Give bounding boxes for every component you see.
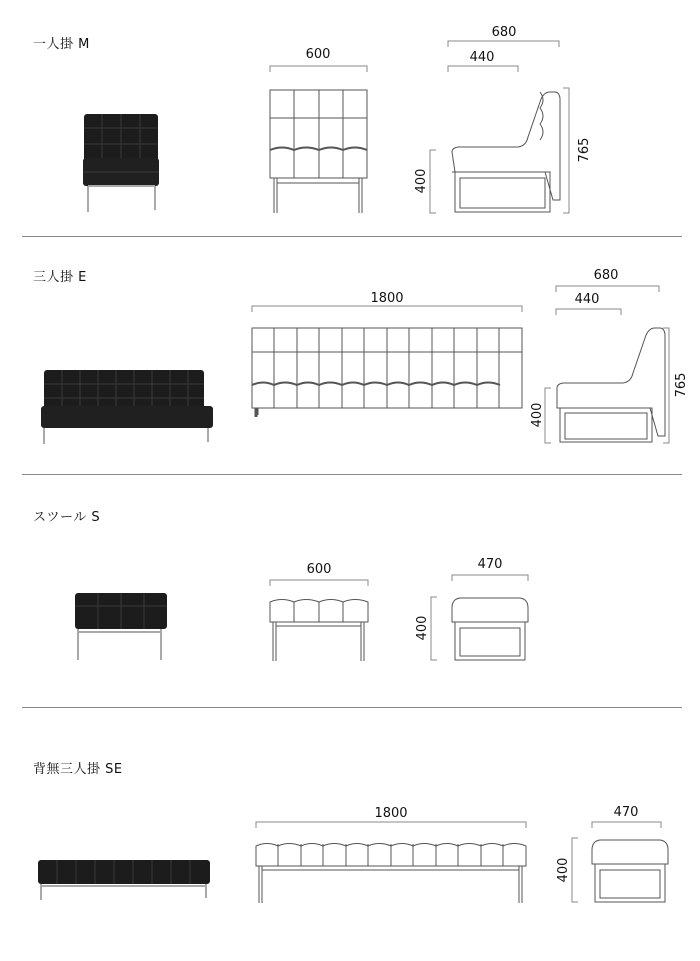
dim-width-e xyxy=(252,306,522,312)
dim-width-s xyxy=(270,580,368,586)
bench-se-front-view xyxy=(256,844,526,904)
dim-depth-total-s-label: 470 xyxy=(477,557,503,572)
section-divider xyxy=(22,707,682,708)
dim-seat-height-se-label: 400 xyxy=(556,857,571,883)
dim-depth-total-e-label: 680 xyxy=(593,268,619,283)
section-title-se: 背無三人掛 SE xyxy=(33,762,123,777)
section-title-s: スツール S xyxy=(33,510,101,525)
dim-depth-se xyxy=(572,822,661,902)
dim-width-se-label: 1800 xyxy=(374,806,408,821)
dim-depth-s xyxy=(431,575,528,660)
section-title-e: 三人掛 E xyxy=(33,270,87,285)
dim-depth-e xyxy=(545,286,669,443)
dim-depth-seat-e-label: 440 xyxy=(574,292,600,307)
dim-width-e-label: 1800 xyxy=(370,291,404,306)
dim-width-m xyxy=(270,66,367,72)
dim-depth-total-m-label: 680 xyxy=(491,25,517,40)
bench-se-side-view xyxy=(592,840,668,902)
dim-width-s-label: 600 xyxy=(306,562,332,577)
section-title-m: 一人掛 M xyxy=(33,37,90,52)
stool-s-front-view xyxy=(270,600,368,662)
dim-seat-height-e-label: 400 xyxy=(530,402,545,428)
sofa-e-front-view xyxy=(252,328,522,417)
section-s-drawings xyxy=(0,480,700,680)
section-m-drawings xyxy=(0,0,700,240)
stool-s-photo xyxy=(75,593,167,660)
chair-m-front-view xyxy=(270,90,367,213)
bench-se-photo xyxy=(38,860,210,900)
section-divider xyxy=(22,474,682,475)
section-e-drawings xyxy=(0,240,700,440)
chair-m-side-view xyxy=(452,92,560,212)
dim-total-height-m-label: 765 xyxy=(577,137,592,163)
dim-depth-m xyxy=(430,41,569,213)
dim-depth-seat-m-label: 440 xyxy=(469,50,495,65)
dim-seat-height-s-label: 400 xyxy=(415,615,430,641)
dim-total-height-e-label: 765 xyxy=(674,372,689,398)
section-divider xyxy=(22,236,682,237)
dim-depth-total-se-label: 470 xyxy=(613,805,639,820)
section-se-drawings xyxy=(0,720,700,950)
dim-width-se xyxy=(256,822,526,828)
sofa-e-photo xyxy=(41,370,213,444)
sofa-e-side-view xyxy=(557,328,665,442)
chair-m-photo xyxy=(83,114,159,212)
dim-seat-height-m-label: 400 xyxy=(414,168,429,194)
stool-s-side-view xyxy=(452,598,528,660)
dim-width-m-label: 600 xyxy=(305,47,331,62)
